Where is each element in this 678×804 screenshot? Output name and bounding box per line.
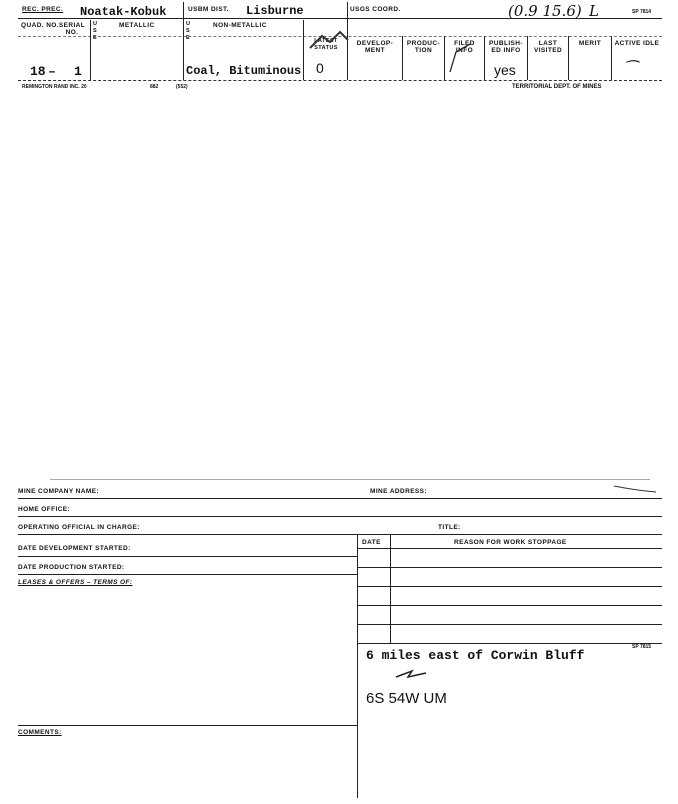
form-number-bottom: SP 7815	[632, 644, 652, 650]
comments-label: COMMENTS:	[18, 729, 62, 736]
filed-info-header: FILED INFO	[454, 40, 475, 54]
non-metallic-header: NON-METALLIC	[213, 22, 267, 29]
non-metallic-value: Coal, Bituminous	[186, 64, 302, 78]
usgs-coord-suffix: L	[589, 2, 599, 20]
scribble-mark	[300, 28, 360, 58]
footer-code1: 882	[150, 84, 159, 90]
divider	[183, 2, 184, 80]
header-rule	[18, 18, 662, 19]
last-visited-header: LAST VISITED	[533, 40, 563, 54]
title-label: TITLE:	[438, 524, 461, 531]
development-header: DEVELOP-MENT	[356, 40, 394, 54]
footer-left: REMINGTON RAND INC. 20	[22, 84, 87, 90]
divider	[90, 20, 91, 80]
production-header: PRODUC-TION	[406, 40, 441, 54]
footer-right: TERRITORIAL DEPT. OF MINES	[512, 84, 602, 90]
quad-no-header: QUAD. NO.	[21, 22, 59, 29]
card-split	[357, 534, 358, 798]
underline-scribble	[392, 665, 432, 681]
leases-label: LEASES & OFFERS – TERMS OF:	[18, 579, 133, 586]
row-bottom-rule	[18, 80, 662, 81]
usbm-dist-value: Lisburne	[246, 4, 304, 18]
row-rule	[18, 574, 357, 575]
reason-col-label: REASON FOR WORK STOPPAGE	[454, 539, 567, 546]
location-code: 6S 54W UM	[366, 690, 447, 707]
row-rule	[357, 567, 662, 568]
latest-status-header: LATEST STATUS	[314, 38, 338, 51]
rec-prec-value: Noatak-Kobuk	[80, 5, 167, 19]
mine-company-label: MINE COMPANY NAME:	[18, 488, 99, 495]
checkmark-scribble	[430, 42, 490, 82]
usbm-dist-label: USBM DIST.	[188, 6, 229, 13]
row-rule	[18, 516, 662, 517]
row-rule	[357, 624, 662, 625]
date-col-divider	[390, 534, 391, 644]
home-office-label: HOME OFFICE:	[18, 506, 71, 513]
published-info-value: yes	[494, 62, 516, 78]
use-nonmetallic-header: U S E	[186, 21, 191, 41]
published-info-header: PUBLISH-ED INFO	[489, 40, 523, 54]
row-rule	[357, 643, 662, 644]
usgs-coord-label: USGS COORD.	[350, 6, 401, 13]
use-metallic-header: U S E	[93, 21, 98, 41]
date-col-label: DATE	[362, 539, 381, 546]
row-rule	[18, 498, 662, 499]
quad-no-value: 18	[30, 64, 46, 79]
metallic-header: METALLIC	[119, 22, 155, 29]
mine-address-label: MINE ADDRESS:	[370, 488, 427, 495]
card-edge	[50, 479, 650, 480]
row-rule	[18, 725, 357, 726]
row-rule	[357, 605, 662, 606]
latest-status-value: 0	[316, 60, 324, 76]
footer-code2: (552)	[176, 84, 188, 90]
rec-prec-label: REC. PREC.	[22, 6, 64, 13]
date-production-label: DATE PRODUCTION STARTED:	[18, 564, 125, 571]
pencil-stroke	[612, 482, 658, 494]
usgs-coord-value: (0.9 15.6)	[508, 2, 582, 20]
location-note: 6 miles east of Corwin Bluff	[366, 648, 585, 663]
row-rule	[357, 548, 662, 549]
row-rule	[357, 586, 662, 587]
row-rule	[18, 556, 357, 557]
form-number-top: SP 7814	[632, 9, 652, 15]
active-idle-value: ⁀	[624, 60, 637, 78]
date-development-label: DATE DEVELOPMENT STARTED:	[18, 545, 131, 552]
serial-no-value: 1	[74, 64, 82, 79]
active-idle-header: ACTIVE IDLE	[614, 40, 660, 47]
serial-no-header: SERIAL NO.	[58, 22, 86, 36]
operating-official-label: OPERATING OFFICIAL IN CHARGE:	[18, 524, 140, 531]
row-rule	[18, 534, 662, 535]
merit-header: MERIT	[578, 40, 602, 47]
